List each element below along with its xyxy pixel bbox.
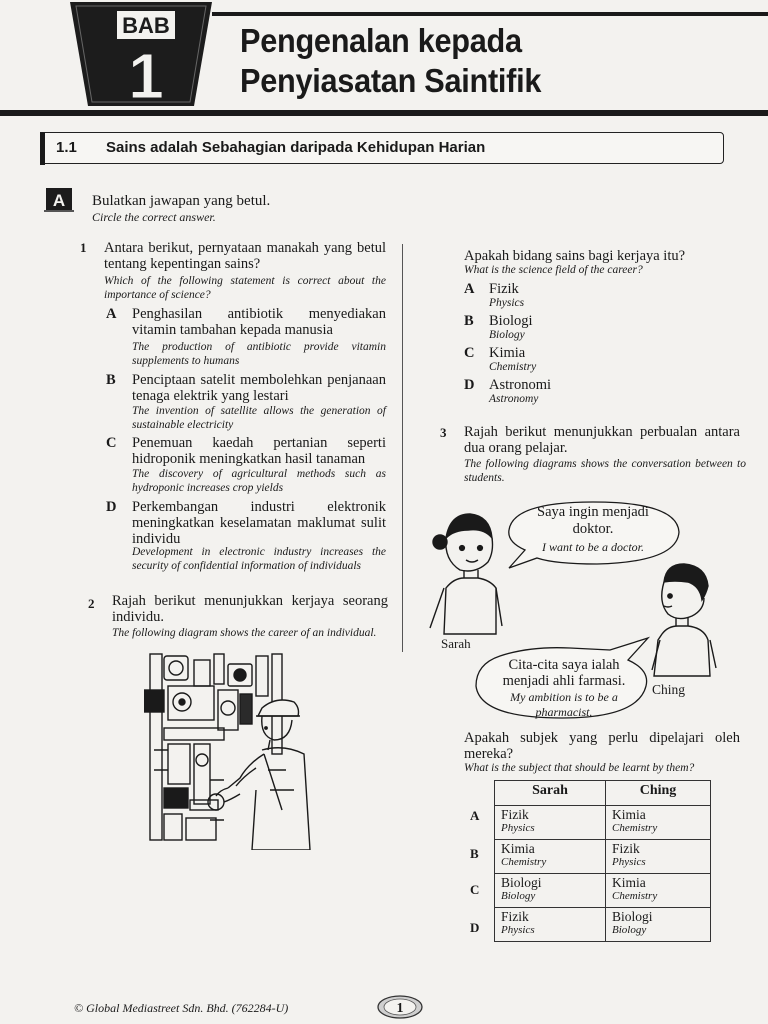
option-text-en: Biology — [489, 329, 525, 341]
question-number: 1 — [80, 240, 87, 255]
question-text-en: The following diagrams shows the conversation between to students. — [464, 458, 746, 484]
question-subtext-bm: Apakah bidang sains bagi kerjaya itu? — [464, 248, 686, 264]
table-header-ching: Ching — [606, 781, 711, 806]
table-row[interactable] — [495, 840, 711, 874]
option-text-en: Chemistry — [489, 361, 537, 373]
option-text-bm[interactable]: Biologi — [489, 313, 533, 329]
cell-bm: Biologi — [501, 875, 542, 890]
option-text-bm[interactable]: Penemuan kaedah pertanian seperti hidroponik meningkatkan hasil tanaman — [132, 435, 386, 467]
option-text-en: The production of antibiotic provide vitamin supplements to humans — [132, 341, 386, 367]
table-header-sarah: Sarah — [495, 781, 606, 806]
part-label: A — [52, 191, 66, 210]
option-letter: D — [106, 499, 117, 515]
instruction-en: Circle the correct answer. — [92, 210, 216, 224]
cell-en: Chemistry — [501, 856, 547, 868]
section-title: Sains adalah Sebahagian daripada Kehidupan Harian — [106, 139, 486, 156]
bubble2-text-en-line2: pharmacist. — [535, 705, 593, 719]
option-text-bm[interactable]: Astronomi — [489, 377, 552, 393]
option-letter: D — [470, 920, 480, 935]
header-rule-bottom — [0, 110, 768, 116]
answer-table — [494, 780, 711, 942]
option-letter: B — [464, 313, 474, 329]
cell-en: Chemistry — [612, 890, 658, 902]
option-letter: A — [470, 808, 480, 823]
option-text-en: The discovery of agricultural methods such as hydroponic increases crop yields — [132, 468, 386, 494]
copyright-notice: © Global Mediastreet Sdn. Bhd. (762284-U) — [74, 1001, 289, 1015]
option-text-bm[interactable]: Penciptaan satelit membolehkan penjanaan tenaga elektrik yang lestari — [132, 372, 386, 404]
question-text-bm: Antara berikut, pernyataan manakah yang betul tentang kepentingan sains? — [104, 240, 386, 272]
option-text-en: The invention of satellite allows the generation of sustainable electricity — [132, 405, 386, 431]
cell-bm: Kimia — [612, 875, 646, 890]
technician-illustration — [144, 650, 314, 850]
question-text-en: The following diagram shows the career of an individual. — [112, 627, 377, 639]
option-letter: A — [106, 306, 117, 322]
bubble1-text-bm-line2: doktor. — [572, 521, 614, 537]
question-number: 3 — [440, 425, 447, 440]
page-number-badge — [376, 994, 424, 1020]
section-bar-accent — [40, 132, 45, 165]
option-letter: C — [106, 435, 117, 451]
cell-bm: Fizik — [501, 807, 529, 822]
cell-bm: Biologi — [612, 909, 653, 924]
question-text-en: Which of the following statement is correct about the importance of science? — [104, 275, 386, 301]
header-rule-top — [212, 12, 768, 16]
option-text-bm[interactable]: Kimia — [489, 345, 526, 361]
question-text-bm: Rajah berikut menunjukkan kerjaya seorang individu. — [112, 593, 388, 625]
question-subtext-en: What is the science field of the career? — [464, 264, 643, 276]
question-text-bm: Rajah berikut menunjukkan perbualan antara dua orang pelajar. — [464, 424, 740, 456]
chapter-title-line1: Pengenalan kepada — [240, 22, 522, 59]
table-row[interactable] — [495, 874, 711, 908]
cell-en: Chemistry — [612, 822, 658, 834]
table-row[interactable] — [495, 806, 711, 840]
option-letter: B — [470, 846, 479, 861]
option-text-en: Astronomy — [489, 393, 539, 405]
cell-en: Physics — [612, 856, 646, 868]
option-text-en: Physics — [489, 297, 525, 309]
option-text-bm[interactable]: Penghasilan antibiotik menyediakan vitamin tambahan kepada manusia — [132, 306, 386, 338]
question-subtext-en: What is the subject that should be learnt by them? — [464, 762, 695, 774]
cell-bm: Fizik — [501, 909, 529, 924]
table-row[interactable] — [495, 908, 711, 942]
bubble1-text-bm-line1: Saya ingin menjadi — [537, 504, 649, 520]
option-text-bm[interactable]: Perkembangan industri elektronik meningkatkan keselamatan maklumat sulit individu — [132, 499, 386, 547]
student-name-sarah: Sarah — [441, 636, 471, 651]
option-letter: A — [464, 281, 475, 297]
question-number: 2 — [88, 596, 95, 611]
option-letter: C — [470, 882, 480, 897]
chapter-number: 1 — [128, 40, 164, 108]
student-name-ching: Ching — [652, 682, 686, 697]
option-letter: B — [106, 372, 116, 388]
bubble1-text-en: I want to be a doctor. — [542, 540, 644, 554]
sarah-illustration — [424, 508, 504, 638]
page-number: 1 — [396, 1001, 404, 1016]
cell-bm: Kimia — [612, 807, 646, 822]
option-letter: C — [464, 345, 475, 361]
chapter-badge — [62, 0, 220, 108]
section-number: 1.1 — [56, 139, 77, 156]
option-text-bm[interactable]: Fizik — [489, 281, 519, 297]
cell-en: Biology — [612, 924, 647, 936]
cell-en: Physics — [501, 924, 535, 936]
bubble2-text-en-line1: My ambition is to be a — [510, 690, 618, 704]
bubble2-text-bm-line1: Cita-cita saya ialah — [508, 657, 620, 673]
chapter-title-line2: Penyiasatan Saintifik — [240, 62, 542, 99]
option-letter: D — [464, 377, 475, 393]
question-subtext-bm: Apakah subjek yang perlu dipelajari oleh mereka? — [464, 730, 740, 762]
option-text-en: Development in electronic industry increases the security of confidential information of individuals — [132, 546, 386, 572]
chapter-label: BAB — [122, 13, 170, 38]
column-divider — [402, 244, 403, 652]
instruction-bm: Bulatkan jawapan yang betul. — [92, 193, 271, 209]
cell-bm: Fizik — [612, 841, 640, 856]
cell-en: Physics — [501, 822, 535, 834]
cell-en: Biology — [501, 890, 536, 902]
part-a-badge — [44, 186, 74, 212]
cell-bm: Kimia — [501, 841, 535, 856]
bubble2-text-bm-line2: menjadi ahli farmasi. — [502, 673, 626, 689]
